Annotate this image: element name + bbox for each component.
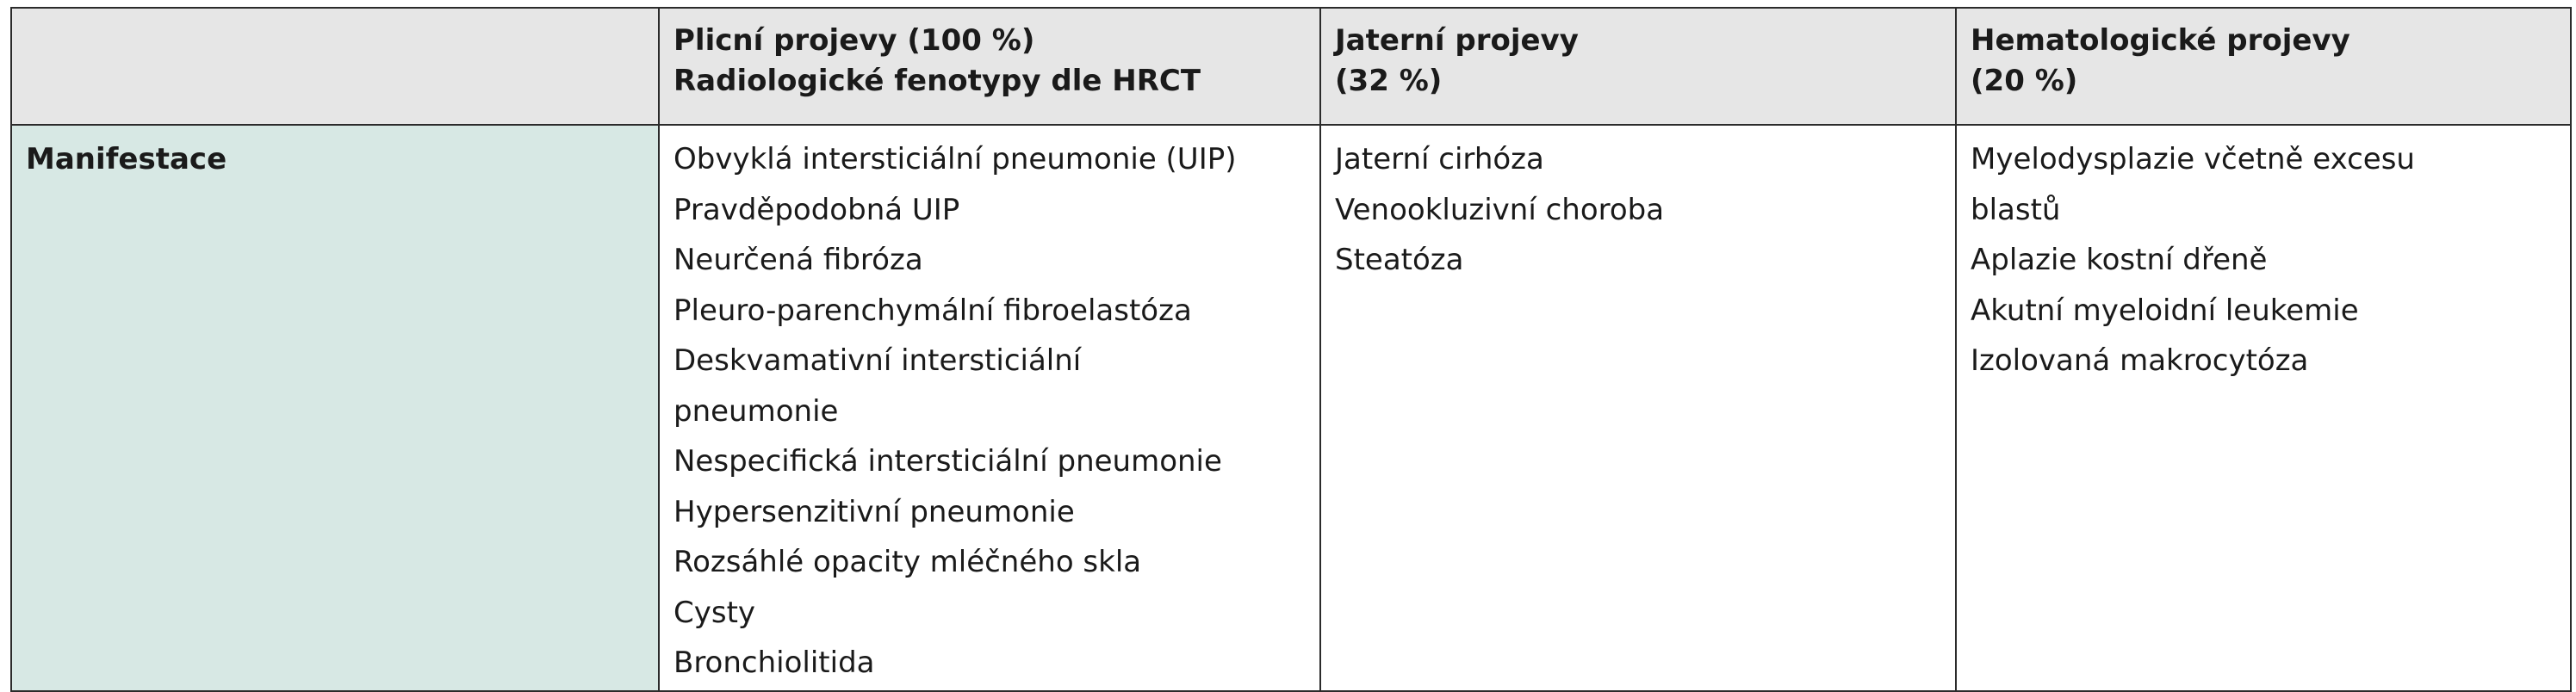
- header-line: Hematologické projevy: [1971, 23, 2350, 58]
- table-row: [11, 125, 2571, 691]
- header-line: Plicní projevy (100 %): [673, 23, 1035, 58]
- list-item: Hypersenzitivní pneumonie: [673, 494, 1075, 529]
- list-item: Pravděpodobná UIP: [673, 192, 960, 227]
- cell-hepatic: [1320, 125, 1956, 691]
- header-line: Jaterní projevy: [1335, 23, 1579, 58]
- header-line: (32 %): [1335, 64, 1443, 98]
- table-header-row: [11, 8, 2571, 125]
- list-item: Bronchiolitida: [673, 646, 875, 680]
- header-line: (20 %): [1971, 64, 2078, 98]
- list-item: Obvyklá intersticiální pneumonie (UIP): [673, 142, 1237, 176]
- header-hematologic: [1956, 8, 2571, 125]
- list-item: pneumonie: [673, 393, 839, 429]
- list-item: Pleuro-parenchymální fibroelastóza: [673, 293, 1192, 328]
- list-item: Venookluzivní choroba: [1335, 192, 1665, 227]
- list-item: Akutní myeloidní leukemie: [1971, 293, 2359, 328]
- manifestations-table: [10, 7, 2572, 692]
- header-pulmonary: [659, 8, 1320, 125]
- header-hepatic: [1320, 8, 1956, 125]
- header-line: Radiologické fenotypy dle HRCT: [673, 64, 1201, 98]
- list-item: Izolovaná makrocytóza: [1971, 343, 2309, 378]
- row-label: Manifestace: [11, 125, 659, 691]
- list-item: Neurčená fibróza: [673, 243, 923, 277]
- list-item: Steatóza: [1335, 243, 1464, 277]
- list-item: blastů: [1971, 192, 2061, 227]
- list-item: Deskvamativní intersticiální: [673, 343, 1082, 378]
- cell-pulmonary: [659, 125, 1320, 691]
- header-corner-cell: [11, 8, 659, 125]
- cell-hematologic: [1956, 125, 2571, 691]
- list-item: Myelodysplazie včetně excesu: [1971, 142, 2415, 176]
- list-item: Rozsáhlé opacity mléčného skla: [673, 545, 1142, 579]
- list-item: Aplazie kostní dřeně: [1971, 243, 2268, 277]
- list-item: Nespecifická intersticiální pneumonie: [673, 444, 1222, 479]
- list-item: Jaterní cirhóza: [1335, 142, 1544, 176]
- list-item: Cysty: [673, 595, 756, 630]
